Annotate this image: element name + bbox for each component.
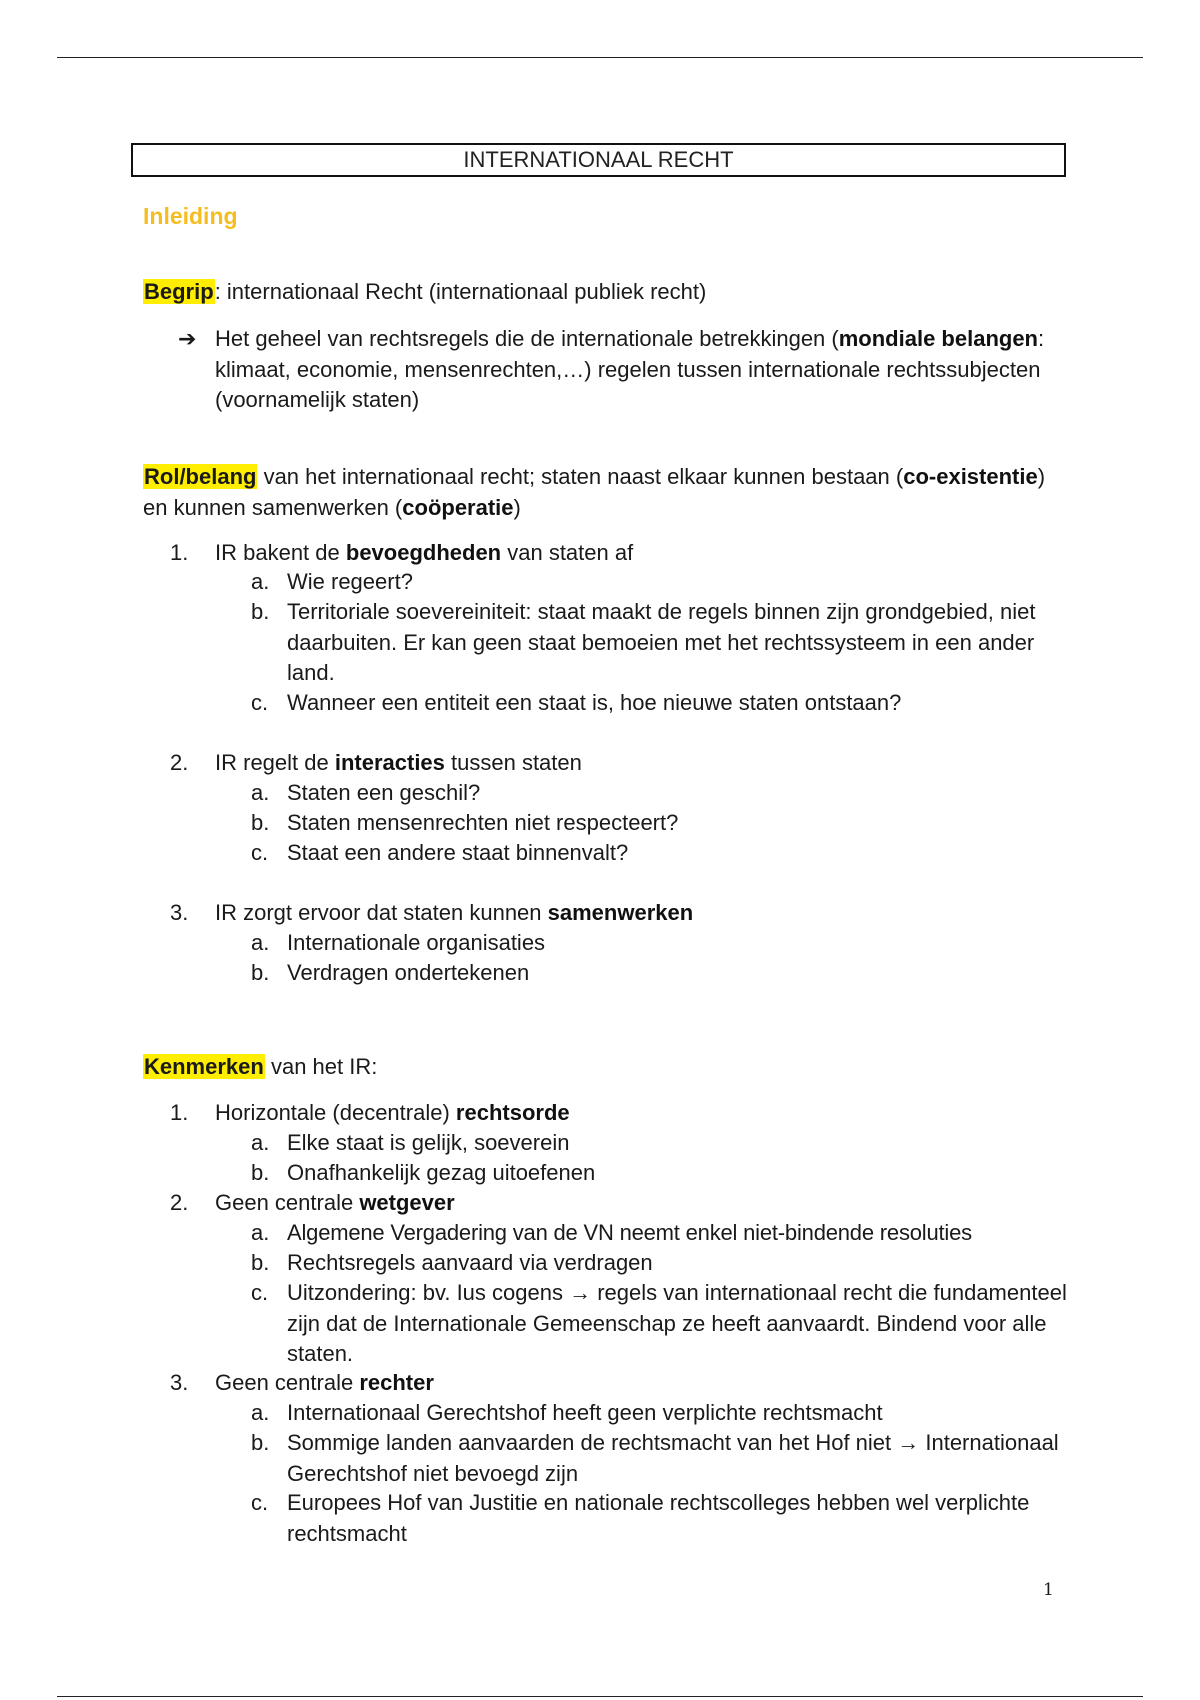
- arrow-right-icon: ➔: [178, 326, 197, 351]
- list-item: c. Europees Hof van Justitie en nationale rechtscolleges hebben wel verplichte rechtsmacht: [251, 1490, 1030, 1546]
- section-heading: Inleiding: [143, 203, 238, 229]
- kenmerken-label: Kenmerken: [144, 1054, 264, 1079]
- list-item: 1. Horizontale (decentrale) rechtsorde: [170, 1100, 570, 1125]
- list-item: 2. IR regelt de interacties tussen staten: [170, 750, 582, 775]
- page-number: 1: [1043, 1580, 1054, 1600]
- list-item: 1. IR bakent de bevoegdheden van staten af: [170, 540, 634, 565]
- list-item: 2. Geen centrale wetgever: [170, 1190, 455, 1215]
- list-item: b. Territoriale soevereiniteit: staat maakt de regels binnen zijn grondgebied, niet daarbuiten. Er kan geen staat bemoeien met het rechtssysteem in een ander land.: [251, 599, 1036, 685]
- list-item: a. Staten een geschil?: [251, 780, 481, 805]
- list-item: a. Algemene Vergadering van de VN neemt enkel niet-bindende resoluties: [251, 1220, 972, 1245]
- begrip-label: Begrip: [144, 279, 214, 304]
- list-item: 3. IR zorgt ervoor dat staten kunnen samenwerken: [170, 900, 694, 925]
- kenmerken-paragraph: Kenmerken van het IR:: [144, 1054, 378, 1079]
- begrip-definition: [178, 324, 1048, 416]
- list-item: a. Wie regeert?: [251, 569, 413, 594]
- list-item: b. Sommige landen aanvaarden de rechtsmacht van het Hof niet → Internationaal Gerechtshof niet bevoegd zijn: [251, 1430, 1059, 1486]
- list-item: c. Wanneer een entiteit een staat is, hoe nieuwe staten ontstaan?: [251, 690, 902, 715]
- begrip-paragraph: [143, 277, 1073, 308]
- page-bottom-rule: [57, 1696, 1143, 1697]
- list-item: a. Elke staat is gelijk, soeverein: [251, 1130, 570, 1155]
- document-title: INTERNATIONAAL RECHT: [131, 143, 1066, 177]
- list-item: c. Staat een andere staat binnenvalt?: [251, 840, 629, 865]
- rol-paragraph: Rol/belang van het internationaal recht; staten naast elkaar kunnen bestaan (co-existentie) en kunnen samenwerken (coöperatie): [143, 464, 1046, 520]
- list-item: b. Verdragen ondertekenen: [251, 960, 530, 985]
- list-item: c. Uitzondering: bv. Ius cogens → regels van internationaal recht die fundamenteel zijn dat de Internationale Gemeenschap ze heeft aanvaardt. Bindend voor alle staten.: [251, 1280, 1067, 1366]
- list-item: a. Internationaal Gerechtshof heeft geen verplichte rechtsmacht: [251, 1400, 883, 1425]
- begrip-text: : internationaal Recht (internationaal publiek recht): [214, 279, 707, 304]
- rol-label: Rol/belang: [144, 464, 257, 489]
- begrip-definition-text: Het geheel van rechtsregels die de internationale betrekkingen (mondiale belangen: klimaat, economie, mensenrechten,…) regelen tussen internationale rechtssubjecten (voornamelijk staten): [215, 326, 1045, 412]
- list-item: b. Onafhankelijk gezag uitoefenen: [251, 1160, 596, 1185]
- list-item: b. Rechtsregels aanvaard via verdragen: [251, 1250, 653, 1275]
- list-item: a. Internationale organisaties: [251, 930, 546, 955]
- list-item: b. Staten mensenrechten niet respecteert?: [251, 810, 679, 835]
- list-item: 3. Geen centrale rechter: [170, 1370, 434, 1395]
- page-top-rule: [57, 57, 1143, 58]
